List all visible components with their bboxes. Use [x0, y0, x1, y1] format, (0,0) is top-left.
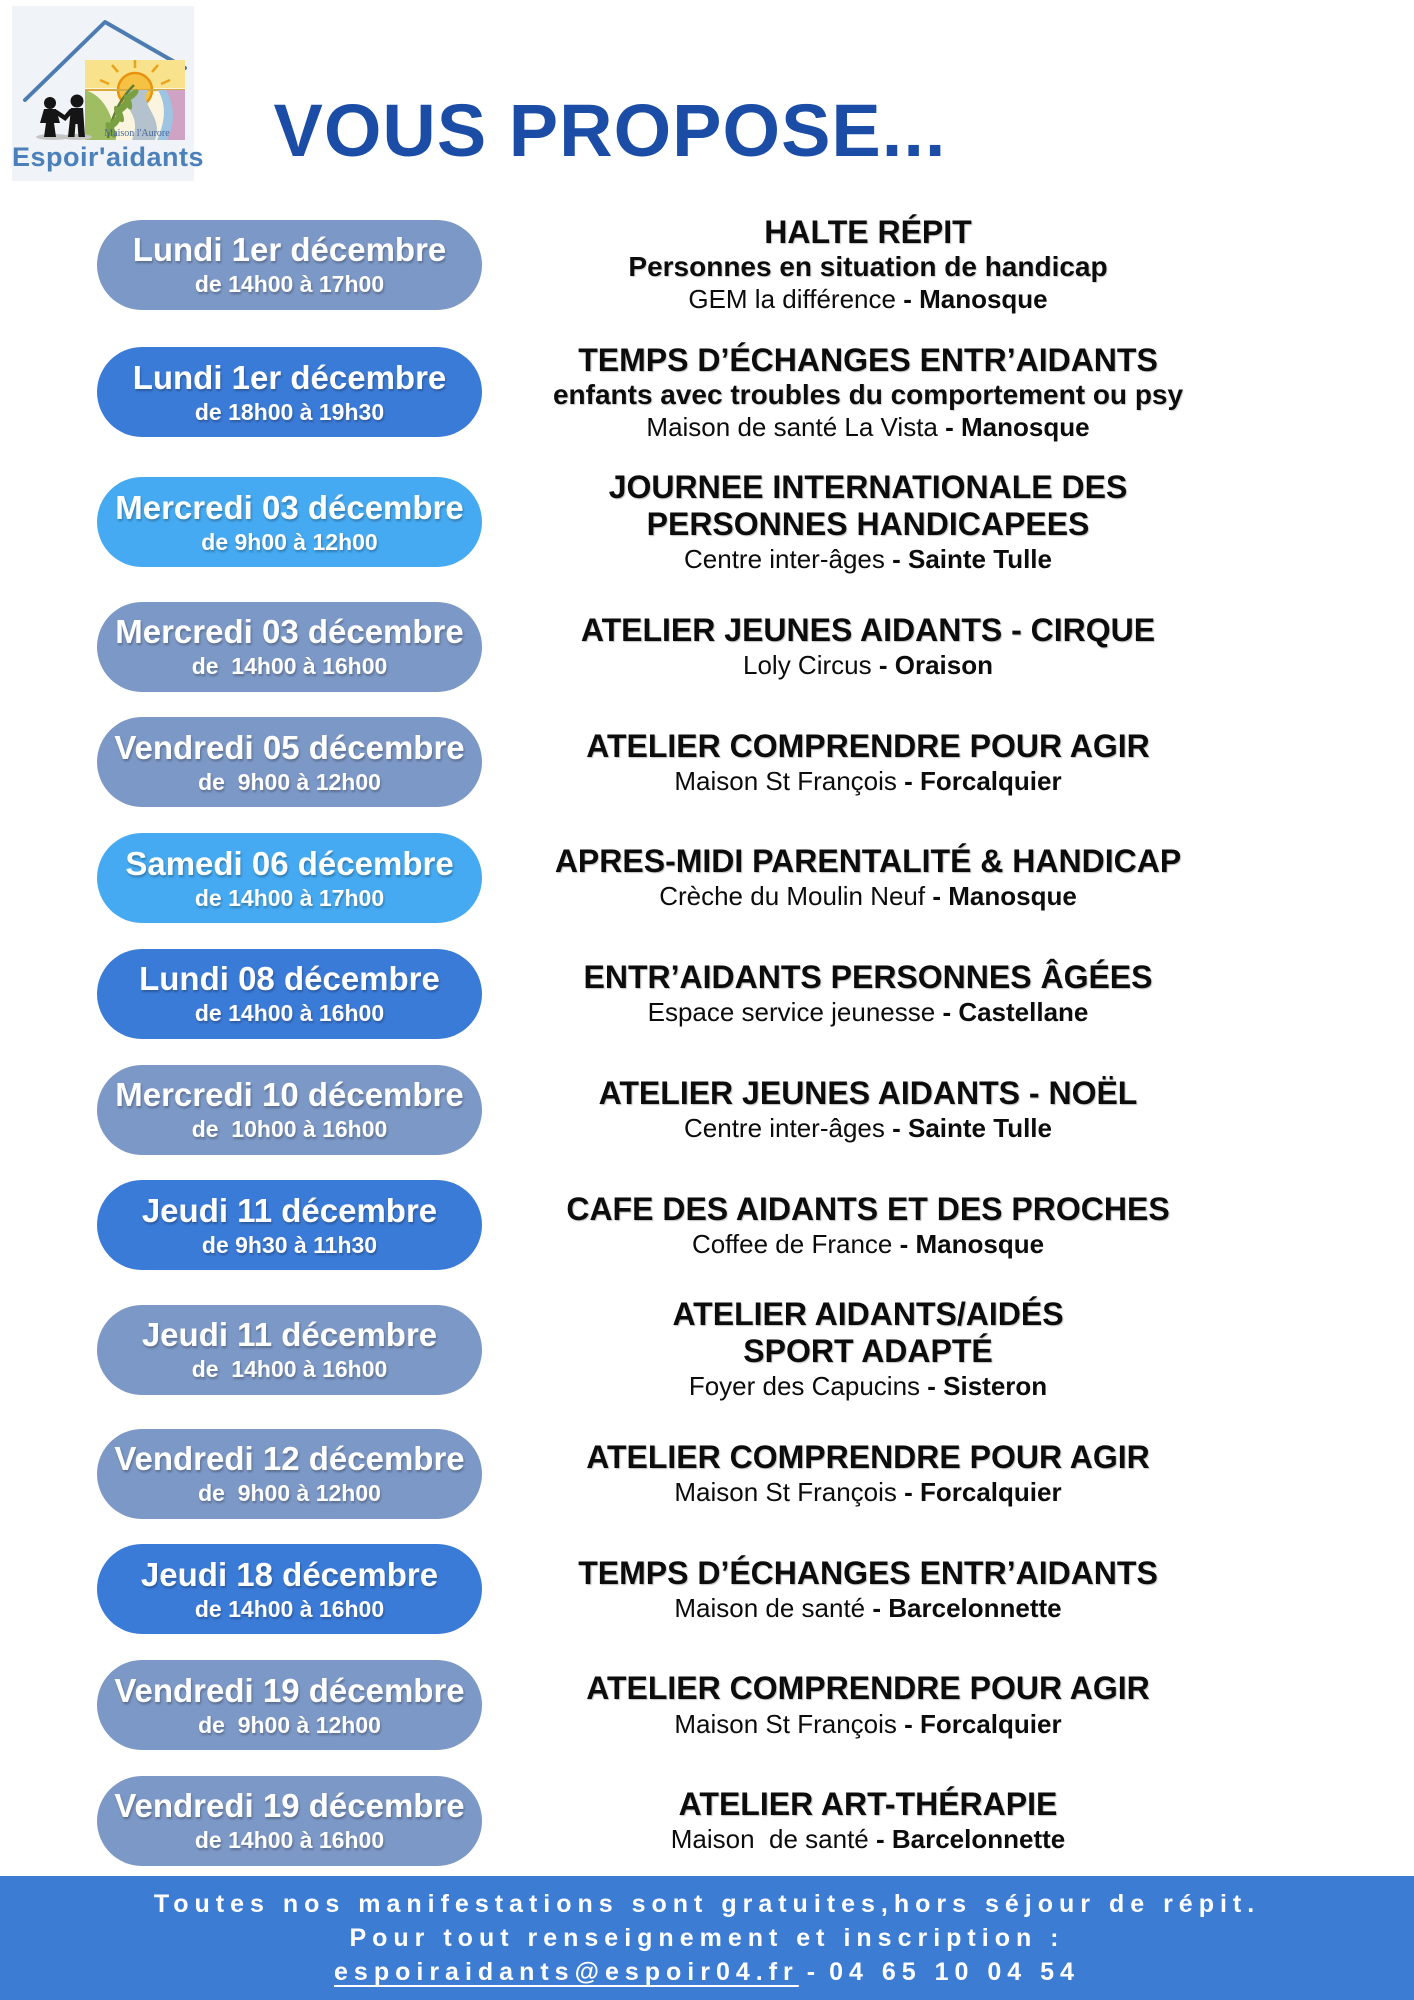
date-pill [97, 347, 482, 437]
event-row [0, 1180, 1414, 1270]
pill-time: de 10h00 à 16h00 [191, 1116, 388, 1143]
event-title: ATELIER AIDANTS/AIDÉS [672, 1296, 1064, 1333]
event-subtitle: enfants avec troubles du comportement ou psy [552, 378, 1184, 410]
event-details [490, 1296, 1246, 1403]
event-row [0, 717, 1414, 807]
event-city: - Manosque [903, 284, 1048, 315]
date-pill [97, 1776, 482, 1866]
event-venue: Loly Circus [743, 649, 879, 680]
event-details [490, 1191, 1246, 1261]
pill-date: Lundi 08 décembre [139, 960, 440, 998]
pill-time: de 14h00 à 17h00 [194, 271, 385, 298]
page-title: VOUS PROPOSE... [273, 88, 947, 172]
people-silhouettes-icon [36, 95, 92, 141]
pill-date: Samedi 06 décembre [125, 844, 454, 882]
event-venue: Centre inter-âges [684, 544, 893, 575]
event-venue: Maison St François [674, 765, 905, 796]
pill-time: de 14h00 à 16h00 [194, 1595, 385, 1622]
event-location [490, 880, 1246, 913]
pill-time: de 14h00 à 16h00 [194, 1000, 385, 1027]
event-location [490, 765, 1246, 798]
event-row [0, 602, 1414, 692]
logo-house-icon [15, 10, 191, 140]
event-title: CAFE DES AIDANTS ET DES PROCHES [566, 1190, 1170, 1227]
pill-time: de 14h00 à 16h00 [191, 653, 388, 680]
event-title: ATELIER COMPRENDRE POUR AGIR [586, 727, 1150, 764]
date-pill [97, 833, 482, 923]
event-venue: GEM la différence [688, 284, 904, 315]
pill-time: de 14h00 à 16h00 [191, 1356, 388, 1383]
date-pill [97, 1429, 482, 1519]
event-location [490, 1228, 1246, 1261]
event-details [490, 1670, 1246, 1740]
event-title: ATELIER JEUNES AIDANTS - CIRQUE [580, 611, 1156, 648]
date-pill [97, 1660, 482, 1750]
pill-date: Mercredi 03 décembre [115, 488, 464, 526]
event-row [0, 1660, 1414, 1750]
pill-time: de 9h00 à 12h00 [198, 1711, 381, 1738]
logo-art-caption: Maison l'Aurore [104, 128, 170, 139]
event-details [490, 728, 1246, 798]
event-city: - Forcalquier [904, 765, 1062, 796]
event-title: TEMPS D’ÉCHANGES ENTR’AIDANTS [578, 1554, 1158, 1591]
phone-number: 04 65 10 04 54 [829, 1958, 1080, 1986]
date-pill [97, 1305, 482, 1395]
date-pill [97, 717, 482, 807]
event-city: - Oraison [878, 649, 993, 680]
event-row [0, 342, 1414, 444]
pill-date: Lundi 1er décembre [132, 231, 447, 269]
event-location [490, 1823, 1246, 1856]
event-title: ATELIER ART-THÉRAPIE [678, 1786, 1058, 1823]
event-venue: Maison de santé [670, 1824, 876, 1855]
footer-note-line2: Pour tout renseignement et inscription : [349, 1924, 1065, 1952]
event-row [0, 1429, 1414, 1519]
sunrise-art-icon [85, 60, 185, 140]
event-city: - Sainte Tulle [892, 544, 1052, 575]
event-location [490, 543, 1246, 576]
event-city: - Manosque [899, 1228, 1045, 1259]
event-venue: Maison St François [674, 1708, 905, 1739]
footer-note-line1: Toutes nos manifestations sont gratuites,hors séjour de répit. [153, 1890, 1261, 1918]
pill-time: de 18h00 à 19h30 [194, 398, 385, 425]
event-details [490, 1786, 1246, 1856]
event-location [490, 996, 1246, 1029]
event-title: ATELIER JEUNES AIDANTS - NOËL [598, 1074, 1138, 1111]
event-row [0, 833, 1414, 923]
event-city: - Forcalquier [904, 1708, 1062, 1739]
event-location [490, 1370, 1246, 1403]
event-title: ENTR’AIDANTS PERSONNES ÂGÉES [583, 959, 1153, 996]
date-pill [97, 220, 482, 310]
pill-date: Vendredi 12 décembre [114, 1440, 465, 1478]
date-pill [97, 477, 482, 567]
event-location [490, 1112, 1246, 1145]
event-title: JOURNEE INTERNATIONALE DES [608, 469, 1128, 506]
pill-date: Jeudi 11 décembre [141, 1316, 438, 1354]
event-row [0, 214, 1414, 316]
event-details [490, 1439, 1246, 1509]
event-location [490, 649, 1246, 682]
event-title: ATELIER COMPRENDRE POUR AGIR [586, 1670, 1150, 1707]
event-row [0, 949, 1414, 1039]
pill-time: de 9h00 à 12h00 [201, 528, 378, 555]
event-title-line2: SPORT ADAPTÉ [743, 1333, 993, 1370]
event-venue: Centre inter-âges [684, 1112, 893, 1143]
event-location [490, 411, 1246, 444]
event-row [0, 1544, 1414, 1634]
event-venue: Crèche du Moulin Neuf [659, 881, 933, 912]
event-venue: Maison de santé [674, 1592, 873, 1623]
event-location [490, 1476, 1246, 1509]
event-city: - Barcelonnette [872, 1592, 1062, 1623]
date-pill [97, 602, 482, 692]
pill-date: Mercredi 10 décembre [115, 1076, 464, 1114]
pill-date: Jeudi 11 décembre [141, 1191, 438, 1229]
event-details [490, 214, 1246, 316]
org-name: Espoir'aidants [12, 142, 204, 172]
event-details [490, 1075, 1246, 1145]
date-pill [97, 949, 482, 1039]
event-details [490, 1555, 1246, 1625]
event-details [490, 959, 1246, 1029]
pill-date: Vendredi 05 décembre [114, 728, 465, 766]
pill-date: Mercredi 03 décembre [115, 613, 464, 651]
event-city: - Sisteron [927, 1371, 1048, 1402]
event-row [0, 1296, 1414, 1403]
event-city: - Sainte Tulle [892, 1112, 1052, 1143]
espoir-aidants-logo [12, 6, 204, 181]
footer-contact [0, 1955, 1414, 1989]
event-venue: Maison St François [674, 1476, 905, 1507]
event-title: TEMPS D’ÉCHANGES ENTR’AIDANTS [578, 341, 1158, 378]
event-title: APRES-MIDI PARENTALITÉ & HANDICAP [554, 843, 1182, 880]
event-details [490, 612, 1246, 682]
pill-date: Lundi 1er décembre [132, 358, 447, 396]
event-title: ATELIER COMPRENDRE POUR AGIR [586, 1438, 1150, 1475]
event-city: - Manosque [945, 411, 1090, 442]
footer-bar [0, 1876, 1414, 2000]
pill-date: Jeudi 18 décembre [140, 1555, 439, 1593]
email-link[interactable]: espoiraidants@espoir04.fr [334, 1958, 799, 1986]
event-title: HALTE RÉPIT [764, 214, 972, 250]
event-row [0, 469, 1414, 576]
schedule-list [0, 214, 1414, 1866]
event-venue: Espace service jeunesse [647, 997, 943, 1028]
event-row [0, 1776, 1414, 1866]
event-location [490, 1708, 1246, 1741]
event-venue: Foyer des Capucins [688, 1371, 928, 1402]
date-pill [97, 1544, 482, 1634]
event-subtitle: Personnes en situation de handicap [628, 251, 1108, 283]
event-city: - Castellane [942, 997, 1089, 1028]
event-city: - Forcalquier [904, 1476, 1062, 1507]
pill-time: de 9h00 à 12h00 [198, 1480, 381, 1507]
pill-time: de 9h30 à 11h30 [201, 1231, 378, 1258]
pill-time: de 14h00 à 17h00 [194, 884, 385, 911]
event-city: - Barcelonnette [875, 1824, 1066, 1855]
event-details [490, 342, 1246, 444]
event-row [0, 1065, 1414, 1155]
event-city: - Manosque [932, 881, 1077, 912]
footer-separator: - [806, 1958, 822, 1986]
pill-time: de 9h00 à 12h00 [198, 768, 381, 795]
date-pill [97, 1065, 482, 1155]
event-details [490, 469, 1246, 576]
pill-time: de 14h00 à 16h00 [194, 1827, 385, 1854]
date-pill [97, 1180, 482, 1270]
event-details [490, 843, 1246, 913]
event-venue: Coffee de France [691, 1228, 900, 1259]
event-venue: Maison de santé La Vista [646, 411, 946, 442]
pill-date: Vendredi 19 décembre [114, 1787, 465, 1825]
event-location [490, 1592, 1246, 1625]
event-location [490, 283, 1246, 316]
pill-date: Vendredi 19 décembre [114, 1671, 465, 1709]
event-title-line2: PERSONNES HANDICAPEES [646, 506, 1090, 543]
